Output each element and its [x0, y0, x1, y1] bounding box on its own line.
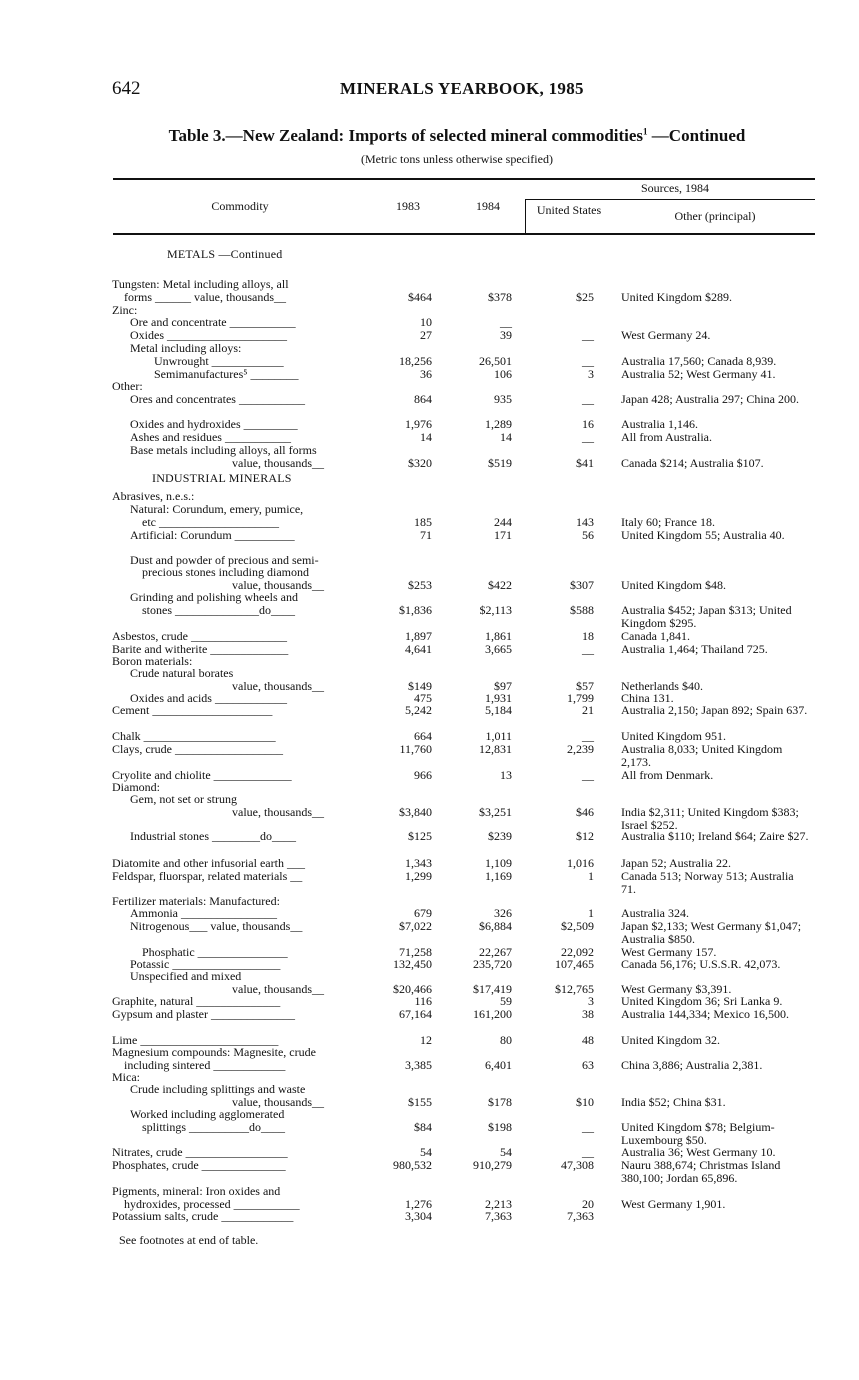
- commodity-cell: Ore and concentrate ___________: [130, 315, 296, 329]
- other-sources-cell: China 3,886; Australia 2,381.: [621, 1058, 763, 1072]
- y1983-cell: 132,450: [393, 957, 432, 971]
- commodity-cell: value, thousands__: [232, 456, 324, 470]
- united-states-cell: $57: [576, 679, 594, 693]
- other-sources-cell: West Germany 1,901.: [621, 1197, 726, 1211]
- united-states-cell: $12: [576, 829, 594, 843]
- y1983-cell: $3,840: [399, 805, 432, 819]
- commodity-cell: Grinding and polishing wheels and: [130, 590, 298, 604]
- y1984-cell: 1,289: [485, 417, 512, 431]
- y1983-cell: $125: [408, 829, 432, 843]
- commodity-cell: Cryolite and chiolite _____________: [112, 768, 292, 782]
- col-header-other: Other (principal): [674, 209, 756, 223]
- united-states-cell: 21: [582, 703, 594, 717]
- united-states-cell: 3: [588, 994, 594, 1008]
- y1983-cell: $20,466: [393, 982, 432, 996]
- y1983-cell: 185: [414, 515, 432, 529]
- commodity-cell: splittings __________do____: [142, 1120, 286, 1134]
- commodity-cell: Base metals including alloys, all forms: [130, 443, 317, 457]
- y1984-cell: 2,213: [485, 1197, 512, 1211]
- page-number: 642: [112, 78, 141, 99]
- commodity-cell: Chalk ______________________: [112, 729, 276, 743]
- commodity-cell: Mica:: [112, 1070, 140, 1084]
- y1984-cell: $2,113: [479, 603, 512, 617]
- y1983-cell: 1,299: [405, 869, 432, 883]
- united-states-cell: 56: [582, 528, 594, 542]
- y1984-cell: $17,419: [473, 982, 512, 996]
- united-states-cell: $307: [570, 578, 594, 592]
- commodity-cell: Abrasives, n.e.s.:: [112, 489, 195, 503]
- y1984-cell: $239: [488, 829, 512, 843]
- commodity-cell: stones ______________do____: [142, 603, 295, 617]
- y1983-cell: 27: [420, 328, 432, 342]
- footnote: See footnotes at end of table.: [119, 1233, 259, 1247]
- commodity-cell: Diamond:: [112, 780, 160, 794]
- y1984-cell: 80: [500, 1033, 512, 1047]
- other-sources-cell: Australia 52; West Germany 41.: [621, 367, 776, 381]
- other-sources-cell: West Germany 24.: [621, 328, 711, 342]
- y1983-cell: 3,304: [405, 1209, 432, 1223]
- y1983-cell: 1,343: [405, 856, 432, 870]
- commodity-cell: Dust and powder of precious and semi-: [130, 553, 319, 567]
- united-states-cell: __: [582, 430, 594, 444]
- commodity-cell: Tungsten: Metal including alloys, all: [112, 277, 289, 291]
- commodity-cell: Gem, not set or strung: [130, 792, 237, 806]
- other-sources-cell: Japan 52; Australia 22.: [621, 856, 731, 870]
- y1984-cell: 6,401: [485, 1058, 512, 1072]
- commodity-cell: forms ______ value, thousands__: [124, 290, 286, 304]
- united-states-cell: __: [582, 642, 594, 656]
- united-states-cell: 2,239: [567, 742, 594, 756]
- united-states-cell: $41: [576, 456, 594, 470]
- other-sources-cell: India $52; China $31.: [621, 1095, 726, 1109]
- y1984-cell: 59: [500, 994, 512, 1008]
- commodity-cell: value, thousands__: [232, 805, 324, 819]
- other-sources-cell: Japan 428; Australia 297; China 200.: [621, 392, 799, 406]
- y1984-cell: 235,720: [473, 957, 512, 971]
- y1984-cell: 326: [494, 906, 512, 920]
- united-states-cell: 143: [576, 515, 594, 529]
- y1984-cell: 1,011: [485, 729, 512, 743]
- commodity-cell: Phosphatic _______________: [142, 945, 288, 959]
- other-sources-cell: Australia 17,560; Canada 8,939.: [621, 354, 777, 368]
- other-sources-cell: United Kingdom $289.: [621, 290, 732, 304]
- y1983-cell: $7,022: [399, 919, 432, 933]
- y1984-cell: $6,884: [479, 919, 512, 933]
- other-sources-cell: Australia 144,334; Mexico 16,500.: [621, 1007, 789, 1021]
- y1983-cell: 14: [420, 430, 432, 444]
- commodity-cell: Natural: Corundum, emery, pumice,: [130, 502, 304, 516]
- commodity-cell: Fertilizer materials: Manufactured:: [112, 894, 280, 908]
- united-states-cell: 22,092: [561, 945, 594, 959]
- other-sources-cell: All from Denmark.: [621, 768, 714, 782]
- y1983-cell: 54: [420, 1145, 432, 1159]
- table-title-footnote-ref: 1: [643, 126, 648, 137]
- commodity-cell: Crude natural borates: [130, 666, 234, 680]
- y1984-cell: $519: [488, 456, 512, 470]
- commodity-cell: Clays, crude __________________: [112, 742, 283, 756]
- united-states-cell: $46: [576, 805, 594, 819]
- y1983-cell: $1,836: [399, 603, 432, 617]
- y1984-cell: 244: [494, 515, 512, 529]
- y1983-cell: 864: [414, 392, 432, 406]
- commodity-cell: Oxides ____________________: [130, 328, 287, 342]
- other-sources-cell: United Kingdom 951.: [621, 729, 726, 743]
- united-states-cell: __: [582, 392, 594, 406]
- united-states-cell: 63: [582, 1058, 594, 1072]
- y1984-cell: 171: [494, 528, 512, 542]
- united-states-cell: 48: [582, 1033, 594, 1047]
- commodity-cell: Barite and witherite _____________: [112, 642, 289, 656]
- table-title-text: Table 3.—New Zealand: Imports of selected mineral commodities: [168, 126, 644, 145]
- commodity-cell: Industrial stones ________do____: [130, 829, 296, 843]
- other-sources-cell: Australia $452; Japan $313; United Kingdom $295.: [621, 603, 792, 630]
- y1984-cell: $3,251: [479, 805, 512, 819]
- y1984-cell: 1,861: [485, 629, 512, 643]
- y1983-cell: 1,976: [405, 417, 432, 431]
- commodity-cell: Asbestos, crude ________________: [112, 629, 287, 643]
- united-states-cell: 3: [588, 367, 594, 381]
- commodity-cell: Semimanufactures⁵ ________: [154, 367, 299, 381]
- y1984-cell: 54: [500, 1145, 512, 1159]
- commodity-cell: value, thousands__: [232, 578, 324, 592]
- y1983-cell: 11,760: [399, 742, 432, 756]
- other-sources-cell: Australia 1,464; Thailand 725.: [621, 642, 768, 656]
- y1983-cell: 966: [414, 768, 432, 782]
- other-sources-cell: Canada 1,841.: [621, 629, 690, 643]
- other-sources-cell: Australia 8,033; United Kingdom 2,173.: [621, 742, 783, 769]
- y1983-cell: 1,276: [405, 1197, 432, 1211]
- commodity-cell: Unspecified and mixed: [130, 969, 242, 983]
- commodity-cell: METALS —Continued: [167, 247, 283, 261]
- commodity-cell: hydroxides, processed ___________: [124, 1197, 300, 1211]
- y1983-cell: 71,258: [399, 945, 432, 959]
- commodity-cell: Potassium salts, crude ____________: [112, 1209, 294, 1223]
- y1984-cell: $97: [494, 679, 512, 693]
- y1984-cell: 3,665: [485, 642, 512, 656]
- united-states-cell: 38: [582, 1007, 594, 1021]
- other-sources-cell: Australia 2,150; Japan 892; Spain 637.: [621, 703, 808, 717]
- united-states-cell: __: [582, 768, 594, 782]
- commodity-cell: precious stones including diamond: [142, 565, 309, 579]
- commodity-cell: INDUSTRIAL MINERALS: [152, 471, 292, 485]
- united-states-cell: __: [582, 1120, 594, 1134]
- y1983-cell: 1,897: [405, 629, 432, 643]
- y1984-cell: 1,169: [485, 869, 512, 883]
- commodity-cell: Feldspar, fluorspar, related materials __: [112, 869, 303, 883]
- commodity-cell: Cement ____________________: [112, 703, 273, 717]
- commodity-cell: Boron materials:: [112, 654, 193, 668]
- y1983-cell: $320: [408, 456, 432, 470]
- other-sources-cell: United Kingdom $48.: [621, 578, 726, 592]
- other-sources-cell: Japan $2,133; West Germany $1,047; Australia $850.: [621, 919, 802, 946]
- y1984-cell: 910,279: [473, 1158, 512, 1172]
- commodity-cell: Ores and concentrates ___________: [130, 392, 305, 406]
- other-sources-cell: United Kingdom 36; Sri Lanka 9.: [621, 994, 783, 1008]
- united-states-cell: 1,016: [567, 856, 594, 870]
- other-sources-cell: United Kingdom $78; Belgium-Luxembourg $50.: [621, 1120, 775, 1147]
- other-sources-cell: Australia 1,146.: [621, 417, 698, 431]
- y1983-cell: 5,242: [405, 703, 432, 717]
- y1984-cell: 7,363: [485, 1209, 512, 1223]
- y1983-cell: 3,385: [405, 1058, 432, 1072]
- other-sources-cell: Nauru 388,674; Christmas Island 380,100; Jordan 65,896.: [621, 1158, 781, 1185]
- y1983-cell: $84: [414, 1120, 432, 1134]
- other-sources-cell: China 131.: [621, 691, 674, 705]
- y1983-cell: 10: [420, 315, 432, 329]
- y1983-cell: $253: [408, 578, 432, 592]
- commodity-cell: Worked including agglomerated: [130, 1107, 285, 1121]
- united-states-cell: 18: [582, 629, 594, 643]
- y1984-cell: 1,931: [485, 691, 512, 705]
- y1983-cell: $464: [408, 290, 432, 304]
- y1984-cell: $422: [488, 578, 512, 592]
- commodity-cell: Magnesium compounds: Magnesite, crude: [112, 1045, 316, 1059]
- y1984-cell: $178: [488, 1095, 512, 1109]
- commodity-cell: Nitrogenous___ value, thousands__: [130, 919, 303, 933]
- commodity-cell: Oxides and acids ____________: [130, 691, 287, 705]
- y1984-cell: 22,267: [479, 945, 512, 959]
- commodity-cell: etc ____________________: [142, 515, 279, 529]
- commodity-cell: including sintered ____________: [124, 1058, 286, 1072]
- y1983-cell: 67,164: [399, 1007, 432, 1021]
- top-rule: [113, 178, 815, 180]
- united-states-cell: $25: [576, 290, 594, 304]
- table-subtitle: (Metric tons unless otherwise specified): [361, 152, 553, 166]
- united-states-cell: $10: [576, 1095, 594, 1109]
- other-sources-cell: Netherlands $40.: [621, 679, 703, 693]
- col-header-1983: 1983: [396, 199, 420, 213]
- commodity-cell: Other:: [112, 379, 143, 393]
- y1983-cell: $155: [408, 1095, 432, 1109]
- other-sources-cell: West Germany 157.: [621, 945, 717, 959]
- y1983-cell: 18,256: [399, 354, 432, 368]
- other-sources-cell: Australia 36; West Germany 10.: [621, 1145, 776, 1159]
- y1984-cell: 39: [500, 328, 512, 342]
- y1984-cell: 161,200: [473, 1007, 512, 1021]
- united-states-cell: $2,509: [561, 919, 594, 933]
- united-states-cell: __: [582, 328, 594, 342]
- y1983-cell: 12: [420, 1033, 432, 1047]
- y1984-cell: 5,184: [485, 703, 512, 717]
- united-states-cell: 7,363: [567, 1209, 594, 1223]
- other-sources-cell: All from Australia.: [621, 430, 712, 444]
- commodity-cell: Ammonia ________________: [130, 906, 277, 920]
- commodity-cell: Zinc:: [112, 303, 138, 317]
- y1983-cell: 475: [414, 691, 432, 705]
- united-states-cell: 107,465: [555, 957, 594, 971]
- united-states-cell: 1: [588, 869, 594, 883]
- commodity-cell: Oxides and hydroxides _________: [130, 417, 298, 431]
- united-states-cell: 20: [582, 1197, 594, 1211]
- commodity-cell: Phosphates, crude ______________: [112, 1158, 286, 1172]
- y1983-cell: 4,641: [405, 642, 432, 656]
- united-states-cell: __: [582, 1145, 594, 1159]
- y1984-cell: 1,109: [485, 856, 512, 870]
- col-header-united-states: United States: [536, 203, 602, 217]
- y1984-cell: 13: [500, 768, 512, 782]
- commodity-cell: value, thousands__: [232, 982, 324, 996]
- y1983-cell: 116: [414, 994, 432, 1008]
- other-sources-cell: Italy 60; France 18.: [621, 515, 715, 529]
- sources-rule: [525, 199, 815, 200]
- col-header-1984: 1984: [476, 199, 500, 213]
- y1984-cell: 26,501: [479, 354, 512, 368]
- y1983-cell: 679: [414, 906, 432, 920]
- y1984-cell: 935: [494, 392, 512, 406]
- col-header-commodity: Commodity: [211, 199, 269, 213]
- y1984-cell: $378: [488, 290, 512, 304]
- united-states-cell: __: [582, 729, 594, 743]
- commodity-cell: Lime _______________________: [112, 1033, 279, 1047]
- header-divider: [525, 199, 526, 233]
- y1984-cell: 14: [500, 430, 512, 444]
- commodity-cell: Diatomite and other infusorial earth ___: [112, 856, 305, 870]
- commodity-cell: Gypsum and plaster ______________: [112, 1007, 295, 1021]
- united-states-cell: __: [582, 354, 594, 368]
- page-header: [112, 78, 812, 102]
- commodity-cell: Metal including alloys:: [130, 341, 242, 355]
- table-title-suffix: —Continued: [647, 126, 746, 145]
- header-bottom-rule: [113, 233, 815, 235]
- other-sources-cell: Australia 324.: [621, 906, 689, 920]
- y1983-cell: 71: [420, 528, 432, 542]
- united-states-cell: $12,765: [555, 982, 594, 996]
- commodity-cell: value, thousands__: [232, 679, 324, 693]
- united-states-cell: $588: [570, 603, 594, 617]
- other-sources-cell: India $2,311; United Kingdom $383; Israel $252.: [621, 805, 799, 832]
- other-sources-cell: United Kingdom 55; Australia 40.: [621, 528, 785, 542]
- table-title: [0, 126, 859, 146]
- y1983-cell: 664: [414, 729, 432, 743]
- other-sources-cell: Canada 56,176; U.S.S.R. 42,073.: [621, 957, 781, 971]
- united-states-cell: 16: [582, 417, 594, 431]
- y1983-cell: 980,532: [393, 1158, 432, 1172]
- y1984-cell: __: [500, 315, 512, 329]
- commodity-cell: Pigments, mineral: Iron oxides and: [112, 1184, 281, 1198]
- running-title: MINERALS YEARBOOK, 1985: [340, 79, 584, 98]
- y1983-cell: 36: [420, 367, 432, 381]
- other-sources-cell: Australia $110; Ireland $64; Zaire $27.: [621, 829, 809, 843]
- y1984-cell: 12,831: [479, 742, 512, 756]
- united-states-cell: 47,308: [561, 1158, 594, 1172]
- other-sources-cell: Canada 513; Norway 513; Australia 71.: [621, 869, 794, 896]
- other-sources-cell: Canada $214; Australia $107.: [621, 456, 764, 470]
- commodity-cell: Potassic __________________: [130, 957, 281, 971]
- y1984-cell: 106: [494, 367, 512, 381]
- other-sources-cell: West Germany $3,391.: [621, 982, 732, 996]
- commodity-cell: Unwrought ____________: [154, 354, 284, 368]
- commodity-cell: value, thousands__: [232, 1095, 324, 1109]
- y1984-cell: $198: [488, 1120, 512, 1134]
- commodity-cell: Nitrates, crude _________________: [112, 1145, 288, 1159]
- commodity-cell: Graphite, natural ______________: [112, 994, 281, 1008]
- other-sources-cell: United Kingdom 32.: [621, 1033, 720, 1047]
- commodity-cell: Crude including splittings and waste: [130, 1082, 306, 1096]
- commodity-cell: Artificial: Corundum __________: [130, 528, 295, 542]
- united-states-cell: 1: [588, 906, 594, 920]
- commodity-cell: Ashes and residues ___________: [130, 430, 291, 444]
- col-header-sources: Sources, 1984: [641, 181, 709, 195]
- united-states-cell: 1,799: [567, 691, 594, 705]
- y1983-cell: $149: [408, 679, 432, 693]
